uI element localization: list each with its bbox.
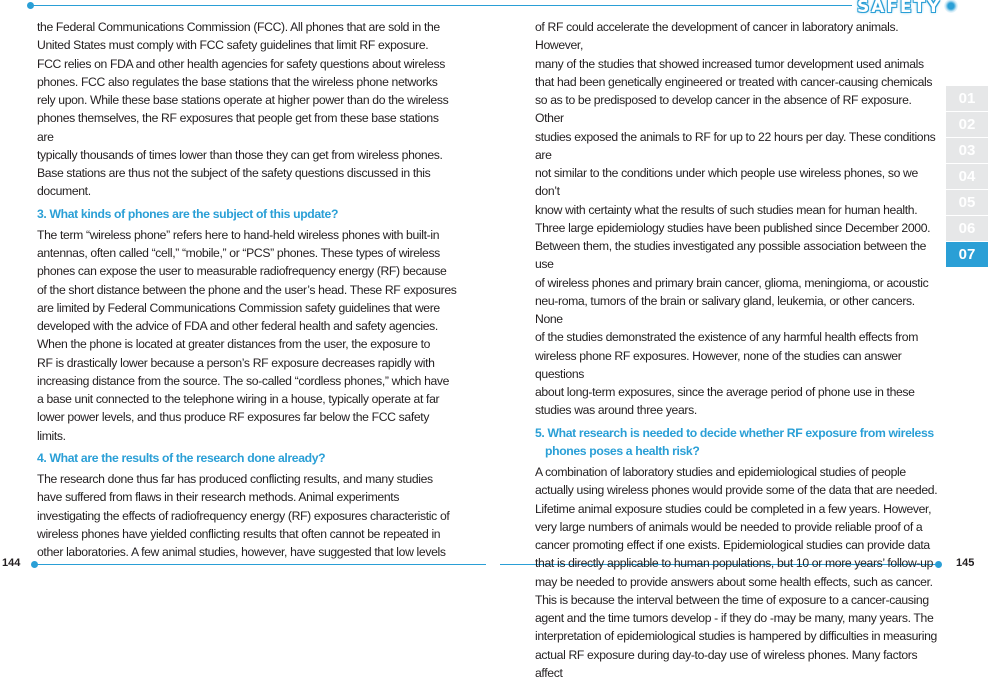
page-number-right: 145 xyxy=(956,557,975,569)
left-column xyxy=(37,18,457,561)
chapter-tab-03[interactable]: 03 xyxy=(946,138,988,163)
chapter-tabs xyxy=(946,86,988,268)
right-paragraph-2: A combination of laboratory studies and epidemiological studies of people actually using wireless phones would provide some of the data that are needed. Lifetime animal exposure studies could be completed in a few years. However, very large numbers of animals would be needed to provide reliable proof of a cancer promoting effect if one exists. Epidemiological studies can provide data that is directly applicable to human populations, but 10 or more years’ follow-up may be needed to provide answers about some health effects, such as cancer. This is because the interval between the time of exposure to a cancer-causing agent and the time tumors develop - if they do -may be many, many years. The interpretation of epidemiological studies is hampered by difficulties in measuring actual RF exposure during day-to-day use of wireless phones. Many factors affect xyxy=(535,465,938,680)
heading-question-3: 3. What kinds of phones are the subject of this update? xyxy=(37,206,339,221)
bottom-rule-left xyxy=(34,564,486,565)
section-brand-title: SAFETY xyxy=(857,0,942,17)
chapter-tab-05[interactable]: 05 xyxy=(946,190,988,215)
left-paragraph-1: the Federal Communications Commission (FCC). All phones that are sold in the United States must comply with FCC safety guidelines that limit RF exposure. FCC relies on FDA and other health agencies for safety questions about wireless phones. FCC also regulates the base stations that the wireless phone networks rely upon. While these base stations operate at higher power than do the wireless phones themselves, the RF exposures that people get from these base stations are typically thousands of times lower than those they can get from wireless phones. Base stations are thus not the subject of the safety questions discussed in this document. xyxy=(37,20,449,199)
chapter-tab-07[interactable]: 07 xyxy=(946,242,988,267)
bottom-left-dot xyxy=(31,561,38,568)
left-paragraph-2: The term “wireless phone” refers here to hand-held wireless phones with built-in antennas, often called “cell,” “mobile,” or “PCS” phones. These types of wireless phones can expose the user to measurable radiofrequency energy (RF) because of the short distance between the phone and the user’s head. These RF exposures are limited by Federal Communications Commission safety guidelines that were developed with the advice of FDA and other federal health and safety agencies. When the phone is located at greater distances from the user, the exposure to RF is drastically lower because a person’s RF exposure decreases rapidly with increasing distance from the source. The so-called “cordless phones,” which have a base unit connected to the telephone wiring in a house, typically operate at far lower power levels, and thus produce RF exposures far below the FCC safety limits. xyxy=(37,227,457,443)
chapter-tab-01[interactable]: 01 xyxy=(946,86,988,111)
top-left-dot xyxy=(27,2,34,9)
chapter-tab-06[interactable]: 06 xyxy=(946,216,988,241)
page-number-left: 144 xyxy=(2,557,21,569)
right-paragraph-1: of RF could accelerate the development of cancer in laboratory animals. However, many of the studies that showed increased tumor development used animals that had been genetically engineered or treated with cancer-causing chemicals so as to be predisposed to develop cancer in the absence of RF exposure. Other studies exposed the animals to RF for up to 22 hours per day. These conditions are not similar to the conditions under which people use wireless phones, so we don’t know with certainty what the results of such studies mean for human health. Three large epidemiology studies have been published since December 2000. Between them, the studies investigated any possible association between the use of wireless phones and primary brain cancer, glioma, meningioma, or acoustic neu-roma, tumors of the brain or salivary gland, leukemia, or other cancers. None of the studies demonstrated the existence of any harmful health effects from wireless phone RF exposures. However, none of the studies can answer questions about long-term exposures, since the average period of phone use in these studies was around three years. xyxy=(535,20,936,418)
chapter-tab-02[interactable]: 02 xyxy=(946,112,988,137)
right-column xyxy=(535,18,940,682)
top-rule xyxy=(30,5,852,6)
top-right-glow xyxy=(944,0,958,13)
left-paragraph-3: The research done thus far has produced conflicting results, and many studies have suffered from flaws in their research methods. Animal experiments investigating the effects of radiofrequency energy (RF) exposures characteristic of wireless phones have yielded conflicting results that often cannot be repeated in other laboratories. A few animal studies, however, have suggested that low levels xyxy=(37,472,450,559)
chapter-tab-04[interactable]: 04 xyxy=(946,164,988,189)
heading-question-4: 4. What are the results of the research done already? xyxy=(37,450,326,465)
heading-question-5: 5. What research is needed to decide whether RF exposure from wireless phones poses a health risk? xyxy=(535,425,934,458)
